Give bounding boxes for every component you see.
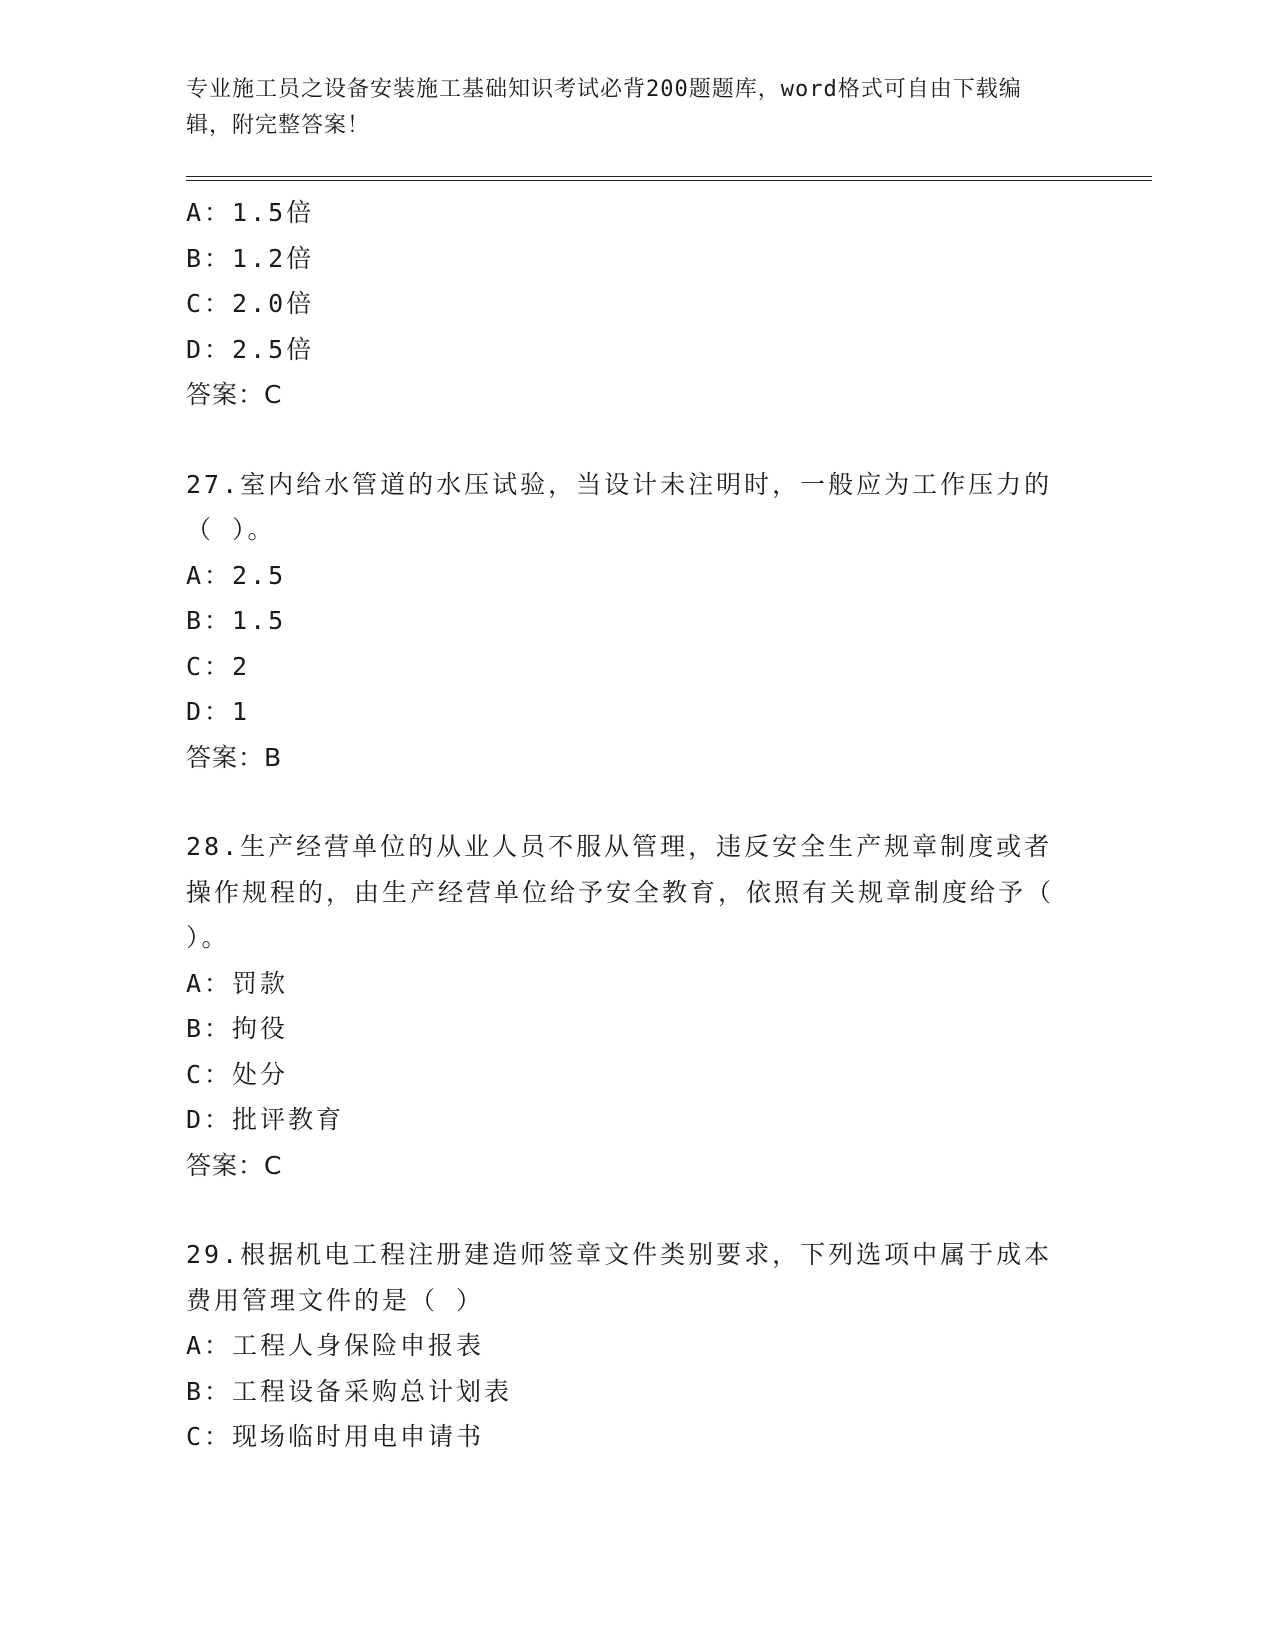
question-26-continued [186,190,1066,418]
option: B：1.2倍 [186,243,315,273]
answer-line: 答案：C [186,1150,283,1180]
option: D：2.5倍 [186,334,315,364]
option: B：工程设备采购总计划表 [186,1376,513,1406]
option: B：1.5 [186,606,287,635]
question-text: 28.生产经营单位的从业人员不服从管理，违反安全生产规章制度或者操作规程的，由生产经营单位给予安全教育，依照有关规章制度给予（ ）。 [186,832,1055,952]
answer-line: 答案：C [186,380,283,409]
answer-line: 答案：B [186,742,283,772]
question-text: 29.根据机电工程注册建造师签章文件类别要求，下列选项中属于成本费用管理文件的是（ ） [186,1240,1053,1315]
option: D：批评教育 [186,1105,345,1134]
document-header: 专业施工员之设备安装施工基础知识考试必背200题题库，word格式可自由下载编辑，附完整答案！ [186,77,1022,138]
question-text: 27.室内给水管道的水压试验，当设计未注明时，一般应为工作压力的（ ）。 [186,469,1053,544]
option: A：工程人身保险申报表 [186,1331,485,1360]
question-28 [186,824,1066,1188]
option: C：2.0倍 [186,289,315,318]
option: C：2 [186,651,251,681]
option: A：罚款 [186,968,289,998]
option: A：2.5 [186,560,287,590]
question-27 [186,462,1066,781]
option: C：处分 [186,1059,289,1089]
question-29 [186,1232,1066,1460]
question-list [186,190,1066,1460]
header-divider [186,176,1152,181]
option: D：1 [186,697,251,726]
option: B：拘役 [186,1014,289,1043]
option: A：1.5倍 [186,198,315,227]
option: C：现场临时用电申请书 [186,1422,485,1451]
